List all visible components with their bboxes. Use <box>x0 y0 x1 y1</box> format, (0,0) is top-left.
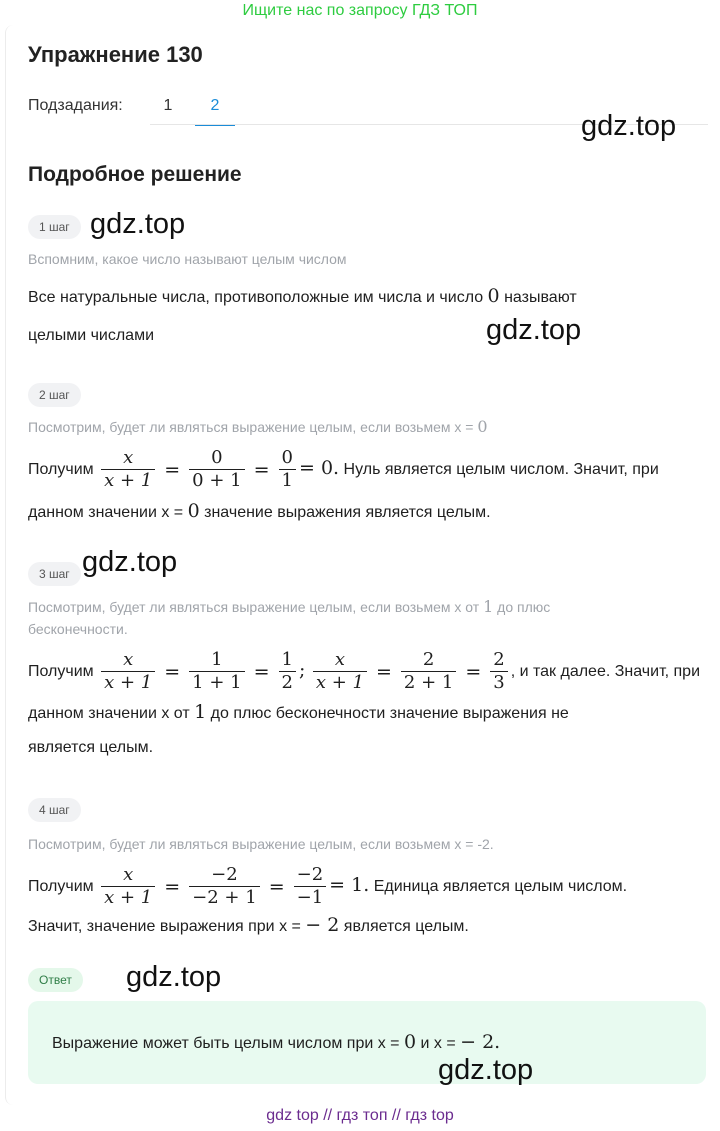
search-banner: Ищите нас по запросу ГДЗ ТОП <box>242 2 478 19</box>
fraction: $\frac{x}{x + 1}$ <box>101 864 155 909</box>
answer-num-1: 0 <box>403 1031 417 1053</box>
step-2-hint-num: 0 <box>477 417 488 436</box>
step-4-equation: Получим $\frac{x}{x + 1}$ = $\frac{-2}{-2 + 1}$ = $\frac{-2}{-1}$ = 1. Единица является целым числом. <box>28 864 628 909</box>
fraction: $\frac{2}{3}$ <box>490 649 507 694</box>
watermark: gdz.top <box>581 110 677 142</box>
step-2-equation: Получим $\frac{x}{x + 1}$ = $\frac{0}{0 + 1}$ = $\frac{0}{1}$ = 0. Нуль является целым числом. Значит, при <box>28 447 659 492</box>
step-2-result: = 0. <box>298 457 340 479</box>
step-2-tail: Нуль является целым числом. Значит, при <box>343 461 659 478</box>
number-zero: 0 <box>187 500 200 522</box>
step-1-text <box>28 277 708 355</box>
step-1-hint: Вспомним, какое число называют целым числом <box>28 251 347 267</box>
step-3-tail: , и так далее. Значит, при <box>510 663 701 680</box>
step-4-hint: Посмотрим, будет ли являться выражение целым, если возьмем x = -2. <box>28 836 494 852</box>
step-4-tail: Единица является целым числом. <box>373 878 628 895</box>
step-4-badge: 4 шаг <box>28 798 81 822</box>
step-1-badge: 1 шаг <box>28 215 81 239</box>
step-3-hint <box>28 596 550 640</box>
step-2-badge: 2 шаг <box>28 383 81 407</box>
fraction: $\frac{0}{0 + 1}$ <box>189 447 244 492</box>
step-3-hint-b: до плюс <box>493 599 551 615</box>
number-one: 1 <box>194 701 207 723</box>
fraction: $\frac{-2}{-1}$ <box>294 864 327 909</box>
step-2-line-2 <box>28 492 491 532</box>
fraction: $\frac{x}{x + 1}$ <box>101 649 155 694</box>
section-title: Подробное решение <box>28 163 242 186</box>
fraction: $\frac{x}{x + 1}$ <box>101 447 155 492</box>
step-3-line2-a: данном значении x от <box>28 705 195 722</box>
step-2-lead: Получим <box>28 461 94 478</box>
answer-text-b: и x = <box>416 1035 461 1052</box>
subtasks-label: Подзадания: <box>28 97 123 114</box>
step-4-result: = 1. <box>329 874 370 896</box>
watermark: gdz.top <box>486 314 582 346</box>
subtask-tab-1[interactable]: 1 <box>163 97 173 114</box>
number-zero: 0 <box>487 285 500 307</box>
step-4-line-2 <box>28 906 469 946</box>
watermark: gdz.top <box>438 1054 534 1086</box>
step-1-text-c: целыми числами <box>28 327 155 344</box>
fraction: $\frac{1}{2}$ <box>279 649 296 694</box>
number-minus-two: − 2 <box>305 914 340 936</box>
exercise-title: Упражнение 130 <box>28 42 203 67</box>
step-4-line2-b: является целым. <box>339 918 469 935</box>
answer-text <box>52 1025 500 1061</box>
separator: ; <box>298 659 306 681</box>
step-3-equation: Получим $\frac{x}{x + 1}$ = $\frac{1}{1 + 1}$ = $\frac{1}{2}$ ; $\frac{x}{x + 1}$ = $\frac{2}{2 + 1}$ = $\frac{2}{3}$ , и так далее. Значит, при <box>28 649 701 694</box>
step-1-text-a: Все натуральные числа, противоположные им числа и число <box>28 289 488 306</box>
step-3-line-3: является целым. <box>28 739 154 756</box>
fraction: $\frac{-2}{-2 + 1}$ <box>189 864 260 909</box>
step-4-lead: Получим <box>28 878 94 895</box>
fraction: $\frac{x}{x + 1}$ <box>313 649 367 694</box>
footer-links[interactable]: gdz top // гдз топ // гдз top <box>266 1107 454 1124</box>
answer-badge: Ответ <box>28 968 83 992</box>
answer-num-2: − 2. <box>460 1031 501 1053</box>
fraction: $\frac{0}{1}$ <box>279 447 296 492</box>
step-2-line2-b: значение выражения является целым. <box>199 504 491 521</box>
step-4-line2-a: Значит, значение выражения при x = <box>28 918 306 935</box>
watermark: gdz.top <box>90 208 186 240</box>
step-3-hint-num: 1 <box>483 597 494 616</box>
step-1-text-b: называют <box>499 289 577 306</box>
step-3-hint-c: бесконечности. <box>28 621 128 637</box>
watermark: gdz.top <box>82 546 178 578</box>
step-2-line2-a: данном значении x = <box>28 504 188 521</box>
step-3-hint-a: Посмотрим, будет ли являться выражение целым, если возьмем x от <box>28 599 484 615</box>
answer-text-a: Выражение может быть целым числом при x = <box>52 1035 404 1052</box>
fraction: $\frac{2}{2 + 1}$ <box>401 649 456 694</box>
step-3-lead: Получим <box>28 663 94 680</box>
step-3-line2-b: до плюс бесконечности значение выражения не <box>206 705 569 722</box>
step-2-hint-a: Посмотрим, будет ли являться выражение целым, если возьмем x = <box>28 419 478 435</box>
subtask-tab-2[interactable]: 2 <box>195 96 235 126</box>
step-3-badge: 3 шаг <box>28 562 81 586</box>
step-2-hint <box>28 416 488 438</box>
fraction: $\frac{1}{1 + 1}$ <box>189 649 244 694</box>
watermark: gdz.top <box>126 961 222 993</box>
step-3-line-2 <box>28 693 569 733</box>
